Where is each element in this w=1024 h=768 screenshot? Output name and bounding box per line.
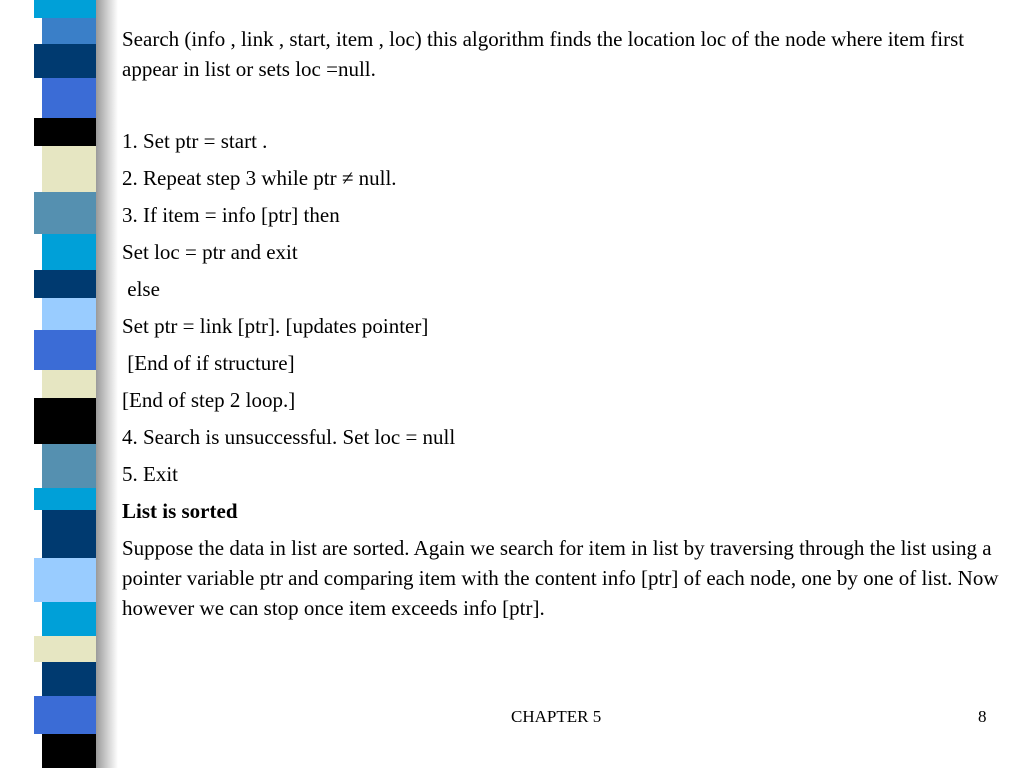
stripe-block [42,18,96,44]
stripe-block [34,558,96,602]
stripe-block [34,696,96,734]
algorithm-step: 5. Exit [122,462,178,486]
algorithm-step: 3. If item = info [ptr] then [122,203,340,227]
stripe-block [34,118,96,146]
decorative-stripe [34,0,96,768]
stripe-block [34,270,96,298]
stripe-block [34,192,96,234]
stripe-block [42,510,96,558]
algorithm-step: else [122,277,160,301]
algorithm-step: 2. Repeat step 3 while ptr ≠ null. [122,166,397,190]
stripe-block [42,78,96,118]
stripe-block [34,44,96,78]
slide-content [122,24,1002,623]
stripe-block [42,662,96,696]
sorted-paragraph: Suppose the data in list are sorted. Again we search for item in list by traversing through the list using a pointer variable ptr and comparing item with the content info [ptr] of each node, one by one of list. Now however we can stop once item exceeds info [ptr]. [122,536,999,620]
stripe-block [42,146,96,192]
stripe-block [42,370,96,398]
intro-paragraph: Search (info , link , start, item , loc) this algorithm finds the location loc of the node where item first appear in list or sets loc =null. [122,27,965,81]
stripe-block [42,734,96,768]
algorithm-step: 4. Search is unsuccessful. Set loc = null [122,425,456,449]
stripe-block [42,298,96,330]
footer-chapter: CHAPTER 5 [511,707,602,726]
stripe-block [34,398,96,444]
stripe-block [34,488,96,510]
stripe-block [42,444,96,488]
stripe-shadow [96,0,118,768]
algorithm-step: Set ptr = link [ptr]. [updates pointer] [122,314,429,338]
stripe-block [42,602,96,636]
stripe-block [34,0,96,18]
section-heading: List is sorted [122,499,238,523]
algorithm-step: [End of step 2 loop.] [122,388,296,412]
algorithm-step: [End of if structure] [122,351,295,375]
stripe-block [34,330,96,370]
page-number: 8 [978,707,987,726]
algorithm-step: 1. Set ptr = start . [122,129,268,153]
stripe-block [42,234,96,270]
algorithm-step: Set loc = ptr and exit [122,240,298,264]
stripe-block [34,636,96,662]
